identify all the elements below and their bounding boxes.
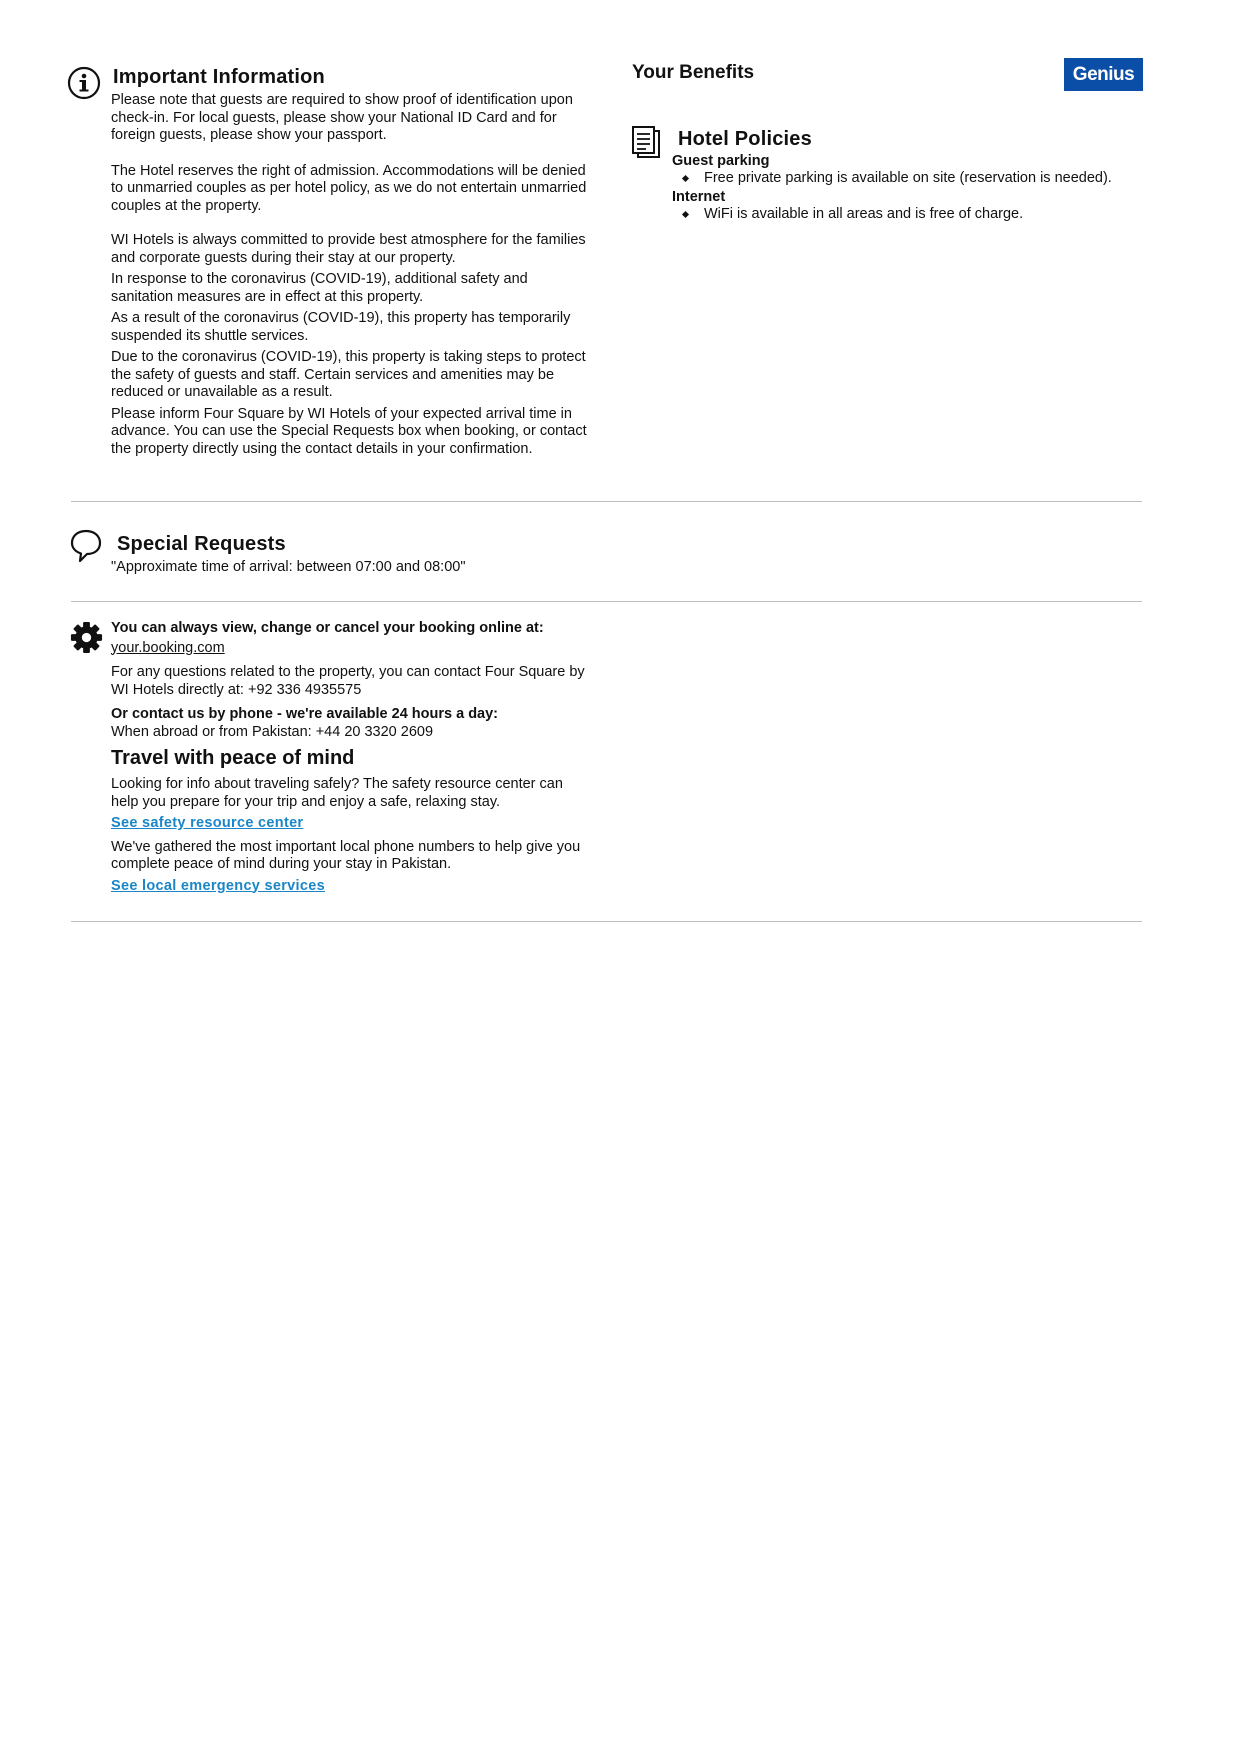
- important-info-body: [111, 92, 591, 458]
- benefits-title: Your Benefits: [632, 62, 755, 83]
- property-contact-text: For any questions related to the property, you can contact Four Square by WI Hotels directly at: +92 336 4935575: [111, 664, 585, 698]
- section-divider: [71, 601, 1142, 602]
- info-icon: [67, 66, 101, 100]
- special-requests-text: "Approximate time of arrival: between 07:00 and 08:00": [111, 559, 466, 575]
- policy-group-heading: Internet: [672, 189, 726, 205]
- document-icon: [631, 125, 661, 159]
- section-divider: [71, 501, 1142, 502]
- travel-peace-title: Travel with peace of mind: [111, 747, 355, 769]
- genius-badge: Genius: [1064, 58, 1143, 91]
- policies-title: Hotel Policies: [678, 128, 812, 150]
- important-paragraph: The Hotel reserves the right of admission. Accommodations will be denied to unmarried couples as per hotel policy, as we do not entertain unmarried couples at the property.: [111, 162, 587, 214]
- special-requests-title: Special Requests: [117, 533, 286, 555]
- emergency-text: We've gathered the most important local phone numbers to help give you complete peace of mind during your stay in Pakistan.: [111, 838, 581, 872]
- policy-items: [672, 169, 1152, 188]
- manage-online-heading: You can always view, change or cancel your booking online at:: [111, 620, 544, 636]
- important-paragraph: As a result of the coronavirus (COVID-19), this property has temporarily suspended its shuttle services.: [111, 310, 571, 344]
- phone-contact-text: When abroad or from Pakistan: +44 20 3320 2609: [111, 723, 434, 740]
- phone-contact-heading: Or contact us by phone - we're available 24 hours a day:: [111, 706, 499, 722]
- section-divider: [71, 921, 1142, 922]
- policy-item: Free private parking is available on site (reservation is needed).: [672, 169, 1152, 188]
- emergency-services-link[interactable]: See local emergency services: [111, 877, 325, 894]
- speech-bubble-icon: [69, 528, 103, 564]
- safety-resource-link[interactable]: See safety resource center: [111, 815, 304, 831]
- important-paragraph: Due to the coronavirus (COVID-19), this property is taking steps to protect the safety of guests and staff. Certain services and amenities may be reduced or unavailable as a result.: [111, 349, 586, 400]
- gear-icon: [69, 620, 104, 655]
- important-paragraph: WI Hotels is always committed to provide best atmosphere for the families and corporate guests during their stay at our property.: [111, 232, 586, 266]
- booking-site-link[interactable]: your.booking.com: [111, 639, 225, 656]
- policy-item: WiFi is available in all areas and is free of charge.: [672, 205, 1152, 224]
- safety-text: Looking for info about traveling safely? The safety resource center can help you prepare for your trip and enjoy a safe, relaxing stay.: [111, 776, 563, 810]
- policies-list: [672, 153, 1152, 224]
- policy-group-heading: Guest parking: [672, 153, 770, 169]
- manage-booking-section: [111, 620, 591, 895]
- important-info-title: Important Information: [113, 66, 325, 88]
- important-paragraph: Please note that guests are required to show proof of identification upon check-in. For local guests, please show your National ID Card and for foreign guests, please show your passport.: [111, 92, 573, 143]
- policy-items: [672, 205, 1152, 224]
- important-paragraph: Please inform Four Square by WI Hotels of your expected arrival time in advance. You can use the Special Requests box when booking, or contact the property directly using the contact details in your confirmation.: [111, 405, 587, 457]
- important-paragraph: In response to the coronavirus (COVID-19), additional safety and sanitation measures are in effect at this property.: [111, 271, 528, 305]
